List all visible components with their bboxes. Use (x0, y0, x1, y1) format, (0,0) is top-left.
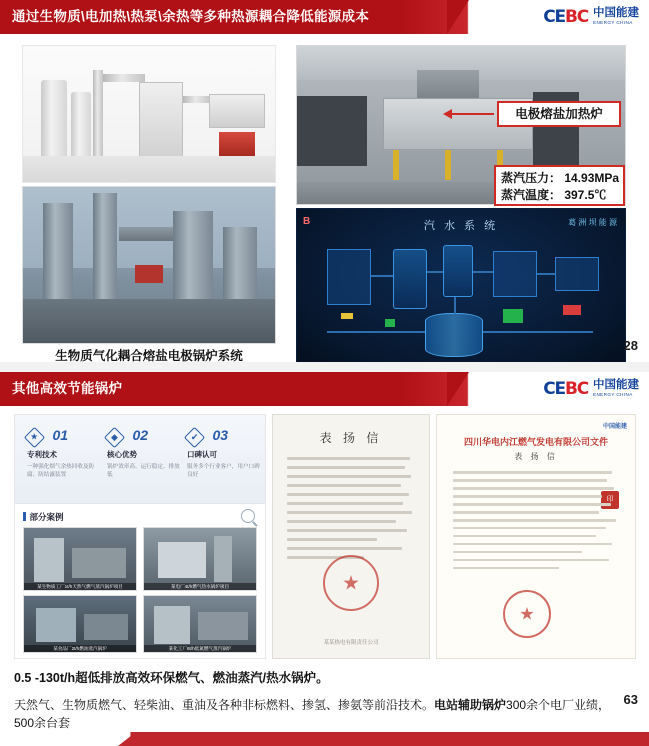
scada-node-heater (555, 257, 599, 291)
doc-line (287, 457, 410, 460)
callout-equipment-arrow-head (443, 109, 452, 119)
case-thumb-4-unit (154, 606, 190, 644)
doc-title: 表 扬 信 (319, 431, 383, 445)
slide1-title: 通过生物质\电加热\热泵\余热等多种热源耦合降低能源成本 (12, 9, 370, 24)
feature-badge-1: ★ (30, 431, 39, 442)
plant-photo (22, 186, 276, 344)
callout-equipment-arrow-line (452, 113, 494, 115)
slide-other-efficient-boilers (0, 372, 649, 746)
brand-name-cn: 中国能建 (593, 7, 639, 20)
case-thumb-1-caption: 某生物质工厂1t/h天然气燃气蒸汽锅炉项目 (24, 583, 136, 590)
rendering-silo-1 (41, 80, 67, 166)
scada-pipe-1 (371, 275, 393, 277)
feature-number-1: 01 (52, 427, 69, 443)
letter-line (453, 559, 609, 562)
search-icon (241, 509, 255, 523)
slide2-title-bar (0, 372, 649, 406)
scada-tank-1 (393, 249, 427, 309)
letter-seal-badge: 印 (601, 491, 619, 509)
doc-signature: 某某热电有限责任公司 (323, 640, 379, 646)
slide1-caption: 生物质气化耦合熔盐电极锅炉系统 (55, 349, 243, 362)
scada-brand: 葛 洲 坝 能 源 (568, 218, 617, 227)
letter-line (453, 519, 616, 522)
brand-name-en-2: ENERGY CHINA (593, 391, 633, 397)
feature-title-1: 专利技术 (27, 450, 57, 459)
doc-line (287, 529, 407, 532)
bottom-red-ribbon (0, 732, 649, 746)
doc-line (287, 493, 409, 496)
case-thumb-4-caption: 某化工厂6t/h低氮燃气蒸汽锅炉 (144, 645, 256, 652)
feature-item-2 (107, 427, 183, 479)
slide2-page-number: 63 (623, 692, 638, 707)
slide2-body (0, 406, 649, 746)
steam-temperature-text: 蒸汽温度： 397.5℃ (501, 188, 607, 202)
rendering-duct-mid (183, 96, 211, 103)
doc-line (287, 502, 403, 505)
slide2-detail-line (14, 696, 614, 732)
scada-pipe-6 (327, 331, 425, 333)
rendering-heat-exchanger (209, 94, 265, 128)
feature-badge-3: ✔ (190, 431, 199, 442)
case-thumb-4 (143, 595, 257, 653)
slide1-title-bar (0, 0, 649, 34)
letter-logo: 中国能建 (602, 424, 627, 430)
feature-number-2: 02 (132, 427, 149, 443)
doc-line (287, 511, 412, 514)
case-thumb-3-frame (84, 614, 128, 640)
scada-drum (425, 313, 483, 357)
brand-mark-left: CE (543, 7, 565, 27)
doc-line (287, 520, 396, 523)
commendation-letter-document (272, 414, 430, 659)
plant-photo-vessel (173, 211, 213, 307)
brand-mark-right-2: BC (564, 379, 588, 399)
rendering-silo-2 (71, 92, 91, 166)
case-thumb-1 (23, 527, 137, 591)
brand-text (593, 8, 639, 25)
slide-biomass-coupling (0, 0, 649, 362)
case-thumb-3-caption: 某食品厂2t/h燃油蒸汽锅炉 (24, 645, 136, 652)
letter-line (453, 487, 614, 490)
rendering-duct-top (103, 74, 145, 82)
furnace-photo-hopper (417, 70, 479, 98)
feature-number-3: 03 (212, 427, 229, 443)
scada-pipe-4 (537, 273, 555, 275)
brand-logo-slide2 (543, 376, 639, 402)
patent-icon (24, 427, 45, 448)
scada-screen (296, 208, 626, 362)
title-bar-diagonal-2 (447, 372, 469, 406)
brand-mark-left-2: CE (543, 379, 565, 399)
furnace-photo-left-structure (297, 96, 367, 166)
case-thumb-2-stack (214, 536, 232, 582)
brand-mark-icon (543, 7, 588, 27)
section-bar-icon (23, 512, 26, 521)
brand-name-en: ENERGY CHINA (593, 19, 633, 25)
case-thumb-1-duct (72, 548, 126, 578)
letter-line (453, 503, 611, 506)
letter-body-lines (453, 471, 619, 575)
letter-line (453, 471, 612, 474)
scada-indicator-red (563, 305, 581, 315)
ribbon-diagonal (118, 732, 136, 746)
letter-red-seal-icon (503, 590, 551, 638)
case-thumb-3 (23, 595, 137, 653)
letter-header: 四川华电内江燃气发电有限公司文件 (463, 437, 608, 447)
scada-pipe-7 (483, 331, 593, 333)
case-thumb-3-unit (36, 608, 76, 642)
doc-body-lines (287, 457, 415, 565)
scada-indicator-green-2 (385, 319, 395, 327)
case-thumb-2-caption: 某电厂4t/h燃气热水锅炉项目 (144, 583, 256, 590)
plant-photo-red-unit (135, 265, 163, 283)
boiler-marketing-panel (14, 414, 266, 659)
slide-separator (0, 362, 649, 372)
official-letter-document (436, 414, 636, 659)
rendering-stack (93, 70, 103, 166)
feature-item-1 (27, 427, 103, 479)
slide2-detail-a: 天然气、生物质燃气、轻柴油、重油及各种非标燃料、掺氢、掺氨等前沿技术。 (14, 698, 435, 712)
letter-line (453, 543, 612, 546)
letter-line (453, 527, 606, 530)
scada-indicator-yellow (341, 313, 353, 319)
scada-pipe-3 (473, 271, 493, 273)
slide2-detail-b: 电站辅助锅炉 (434, 698, 507, 712)
scada-indicator-green-1 (503, 309, 523, 323)
slide2-spec-line: 0.5 -130t/h超低排放高效环保燃气、燃油蒸汽/热水锅炉。 (14, 671, 329, 685)
feature-title-2: 核心优势 (107, 450, 137, 459)
slide2-title: 其他高效节能锅炉 (12, 381, 123, 396)
brand-name-cn-2: 中国能建 (593, 379, 639, 392)
feature-item-3 (187, 427, 263, 479)
furnace-photo-bollard-2 (445, 150, 451, 180)
slide1-page-number: 28 (623, 338, 638, 353)
letter-line (453, 511, 599, 514)
scada-node-condenser (493, 251, 537, 297)
case-thumb-4-shed (198, 612, 248, 640)
feature-desc-1: 一种强化烟气余热回收及防腐、防结露装置 (27, 464, 95, 478)
rendering-red-module (219, 132, 255, 156)
scada-node-deaerator (327, 249, 371, 305)
letter-line (453, 479, 607, 482)
case-thumb-2-boiler (158, 542, 206, 578)
feature-desc-3: 服务多个行业客户，用户口碑良好 (187, 464, 260, 478)
scada-title: 汽 水 系 统 (423, 220, 499, 232)
title-bar-diagonal (447, 0, 469, 34)
callout-steam-parameters (494, 165, 625, 206)
rendering-ground (23, 156, 275, 182)
callout-equipment: 电极熔盐加热炉 (497, 101, 621, 127)
scada-left-tag: B (303, 216, 311, 227)
feature-title-3: 口碑认可 (187, 450, 217, 459)
doc-line (287, 475, 411, 478)
slide2-detail-c: 300余个电厂业绩，500余台套 (14, 698, 611, 730)
letter-line (453, 535, 596, 538)
thumbs-up-icon (184, 427, 205, 448)
feature-divider (15, 503, 265, 504)
feature-badge-2: ◆ (111, 431, 118, 442)
biomass-gasification-rendering (22, 45, 276, 183)
doc-line (287, 484, 401, 487)
case-thumb-2 (143, 527, 257, 591)
case-section-text: 部分案例 (29, 512, 64, 522)
case-section-label (23, 511, 64, 523)
doc-red-seal-icon (323, 555, 379, 611)
doc-line (287, 466, 405, 469)
letter-line (453, 551, 582, 554)
scada-tank-2 (443, 245, 473, 297)
letter-subtitle: 表 扬 信 (514, 452, 558, 461)
case-thumb-1-unit (34, 538, 64, 582)
steam-pressure-text: 蒸汽压力： 14.93MPa (501, 171, 620, 185)
letter-line (453, 495, 602, 498)
brand-text-2 (593, 380, 639, 397)
plant-photo-silo (223, 227, 257, 309)
diamond-icon (104, 427, 125, 448)
plant-photo-base (23, 299, 275, 343)
scada-pipe-2 (427, 271, 443, 273)
furnace-photo-bollard-1 (393, 150, 399, 180)
rendering-reactor (139, 82, 183, 164)
brand-logo-slide1 (543, 4, 639, 30)
letter-line (453, 567, 559, 570)
feature-desc-2: 锅炉效率高、运行稳定、排放低 (107, 464, 180, 478)
scada-pipe-5 (454, 297, 456, 315)
brand-mark-icon-2 (543, 379, 588, 399)
doc-line (287, 538, 377, 541)
brand-mark-right: BC (564, 7, 588, 27)
slide1-body (0, 34, 649, 362)
plant-photo-tower-2 (93, 193, 117, 313)
doc-line (287, 547, 402, 550)
plant-photo-tower-1 (43, 203, 73, 307)
